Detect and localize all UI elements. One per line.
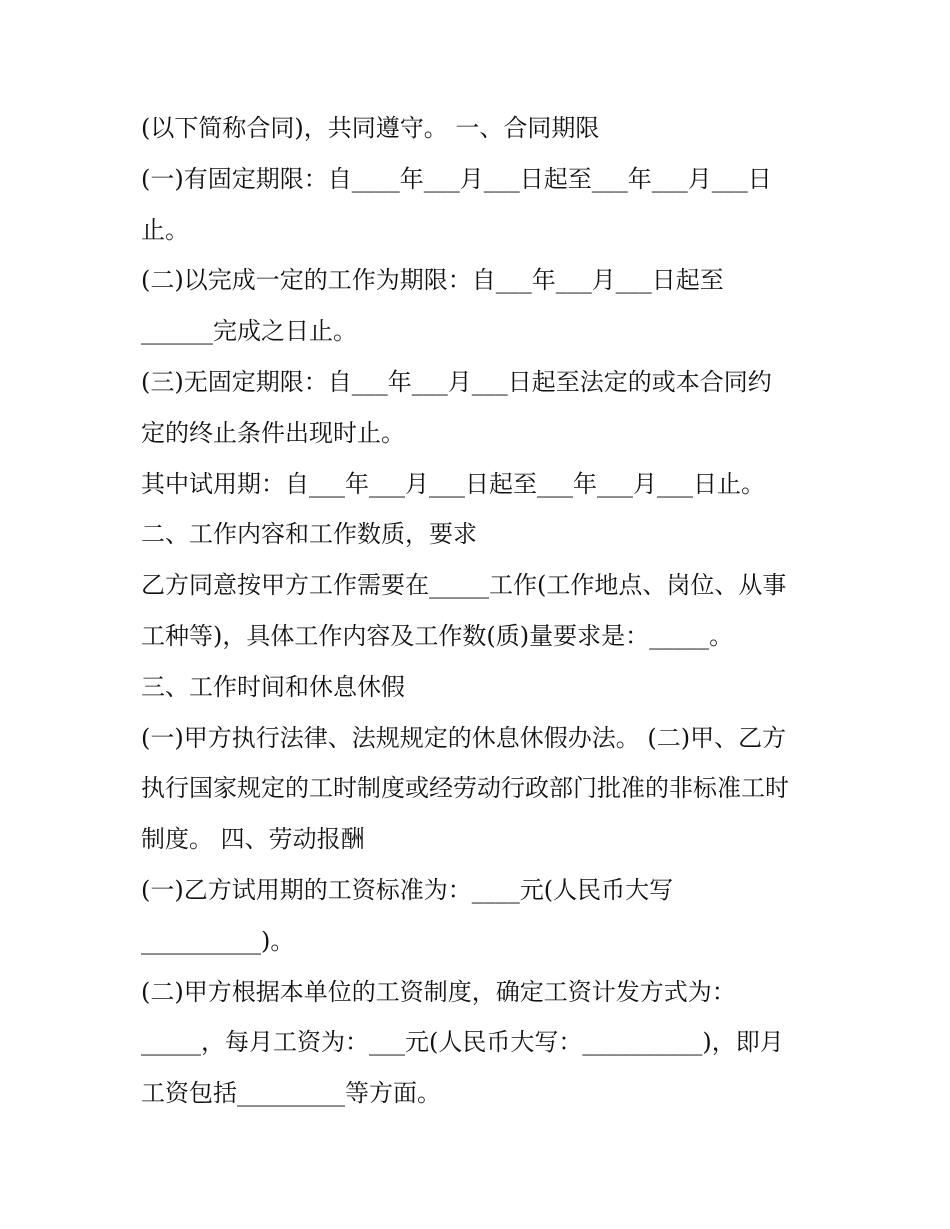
text-line: 工种等)，具体工作内容及工作数(质)量要求是：_____。	[141, 621, 734, 650]
text-line: (一)甲方执行法律、法规规定的休息休假办法。 (二)甲、乙方	[141, 723, 787, 752]
text-line: (一)有固定期限：自____年___月___日起至___年___月___日	[141, 164, 772, 193]
text-line: (三)无固定期限：自___年___月___日起至法定的或本合同约	[141, 367, 772, 396]
section-heading: 二、工作内容和工作数质，要求	[141, 520, 477, 549]
text-line: (一)乙方试用期的工资标准为：____元(人民币大写	[141, 875, 674, 904]
text-line: __________)。	[141, 926, 295, 955]
text-line: 乙方同意按甲方工作需要在_____工作(工作地点、岗位、从事	[141, 571, 787, 600]
section-heading: 三、工作时间和休息休假	[141, 672, 405, 701]
text-line: 工资包括_________等方面。	[141, 1079, 441, 1108]
text-line: (二)以完成一定的工作为期限：自___年___月___日起至	[141, 266, 724, 295]
text-line: 制度。 四、劳动报酬	[141, 825, 365, 854]
text-line: (以下简称合同)，共同遵守。 一、合同期限	[141, 114, 600, 142]
text-line: 其中试用期：自___年___月___日起至___年___月___日止。	[141, 469, 765, 498]
text-line: _____，每月工资为：___元(人民币大写：__________)，即月	[141, 1028, 784, 1057]
text-line: 止。	[141, 215, 189, 244]
contract-text	[141, 103, 821, 1119]
text-line: (二)甲方根据本单位的工资制度，确定工资计发方式为：	[141, 977, 736, 1006]
text-line: ______完成之日止。	[141, 317, 357, 346]
text-line: 定的终止条件出现时止。	[141, 418, 405, 447]
text-line: 执行国家规定的工时制度或经劳动行政部门批准的非标准工时	[141, 774, 789, 803]
